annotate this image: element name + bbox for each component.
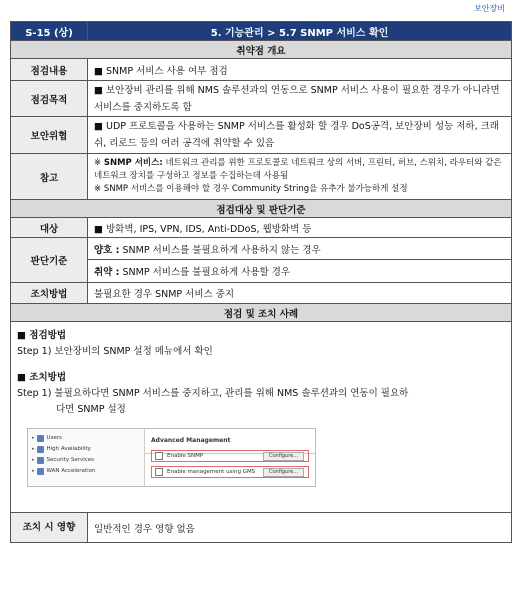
- title-row: [11, 22, 512, 41]
- panel-title: Advanced Management: [145, 429, 315, 454]
- fix-method-title: ■ 조치방법: [17, 372, 66, 383]
- row-label-action: 조치방법: [11, 283, 88, 304]
- good-text: SNMP 서비스를 불필요하게 사용하지 않는 경우: [119, 244, 321, 256]
- ref-mark: ※: [94, 158, 104, 168]
- row-label-reference: 참고: [11, 154, 88, 200]
- row-label-threat: 보안위협: [11, 117, 88, 154]
- item-code: S-15 (상): [11, 22, 88, 41]
- nav-item-security: ▸ Security Services: [32, 455, 138, 466]
- nav-label-security: Security Services: [46, 457, 95, 463]
- enable-snmp-label: Enable SNMP: [167, 453, 204, 459]
- action-text: 불필요한 경우 SNMP 서비스 중지: [88, 283, 512, 304]
- users-icon: [37, 435, 44, 442]
- fix-step-line1: Step 1) 불필요하다면 SNMP 서비스를 중지하고, 관리를 위해 NMS 솔루션과의 연동이 필요하: [17, 388, 409, 399]
- check-step: Step 1) 보안장비의 SNMP 설정 메뉴에서 확인: [17, 346, 213, 357]
- bad-label: 취약 :: [94, 267, 120, 278]
- settings-nav: [32, 433, 138, 477]
- ref-note: ※ SNMP 서비스를 이용해야 할 경우 Community String을 유추가 불가능하게 설정: [94, 184, 408, 194]
- option-enable-gms: [151, 466, 309, 478]
- overview-heading: 취약점 개요: [11, 41, 512, 59]
- option-enable-snmp: [151, 450, 309, 462]
- enable-snmp-checkbox: [155, 452, 163, 460]
- good-label: 양호 :: [94, 244, 120, 256]
- category-label: 보안장비: [474, 4, 505, 13]
- impact-text: 일반적인 경우 영향 없음: [88, 513, 512, 543]
- row-text-purpose: ■ 보안장비 관리를 위해 NMS 솔루션과의 연동으로 SNMP 서비스 사용이 필요한 경우가 아니라면 서비스를 중지하도록 함: [88, 81, 512, 117]
- ref-definition: 네트워크 관리를 위한 프로토콜로 네트워크 상의 서버, 프린터, 허브, 스위치, 라우터와 같은 네트워크 장치를 구성하고 정보를 수집하는데 사용됨: [94, 158, 502, 181]
- fix-step-line2: 다면 SNMP 설정: [56, 404, 126, 415]
- nav-item-wan: ▸ WAN Acceleration: [32, 466, 138, 477]
- judgement-good: [88, 238, 512, 260]
- item-title: 5. 기능관리 > 5.7 SNMP 서비스 확인: [88, 22, 512, 41]
- cases-body: [11, 322, 512, 513]
- row-text-threat: ■ UDP 프로토콜을 사용하는 SNMP 서비스를 활성화 할 경우 DoS공격, 보안장비 성능 저하, 크래쉬, 리로드 등의 여러 공격에 취약할 수 있음: [88, 117, 512, 154]
- shield-icon: [37, 457, 44, 464]
- reference-text: [88, 154, 512, 200]
- ha-icon: [37, 446, 44, 453]
- row-label-judgement: 판단기준: [11, 238, 88, 283]
- configure-gms-button: Configure...: [263, 468, 304, 477]
- check-method-title: ■ 점검방법: [17, 330, 66, 341]
- nav-label-ha: High Availability: [46, 446, 91, 452]
- nav-label-users: Users: [46, 435, 62, 441]
- row-text-content: ■ SNMP 서비스 사용 여부 점검: [88, 59, 512, 81]
- wan-icon: [37, 468, 44, 475]
- settings-screenshot: [27, 428, 316, 487]
- nav-label-wan: WAN Acceleration: [46, 468, 96, 474]
- judgement-bad: [88, 260, 512, 283]
- target-text: ■ 방화벽, IPS, VPN, IDS, Anti-DDoS, 웹방화벽 등: [88, 218, 512, 238]
- bad-text: SNMP 서비스를 불필요하게 사용할 경우: [119, 267, 291, 278]
- criteria-heading: 점검대상 및 판단기준: [11, 200, 512, 218]
- advanced-management-panel: [144, 429, 315, 486]
- nav-item-users: ▸ Users: [32, 433, 138, 444]
- row-label-content: 점검내용: [11, 59, 88, 81]
- row-label-purpose: 점검목적: [11, 81, 88, 117]
- enable-gms-label: Enable management using GMS: [167, 469, 256, 475]
- cases-heading: 점검 및 조치 사례: [11, 304, 512, 322]
- enable-gms-checkbox: [155, 468, 163, 476]
- checklist-table: [10, 21, 512, 543]
- row-label-target: 대상: [11, 218, 88, 238]
- row-label-impact: 조치 시 영향: [11, 513, 88, 543]
- nav-item-ha: ▸ High Availability: [32, 444, 138, 455]
- ref-term: SNMP 서비스:: [103, 158, 163, 168]
- configure-snmp-button: Configure...: [263, 452, 304, 461]
